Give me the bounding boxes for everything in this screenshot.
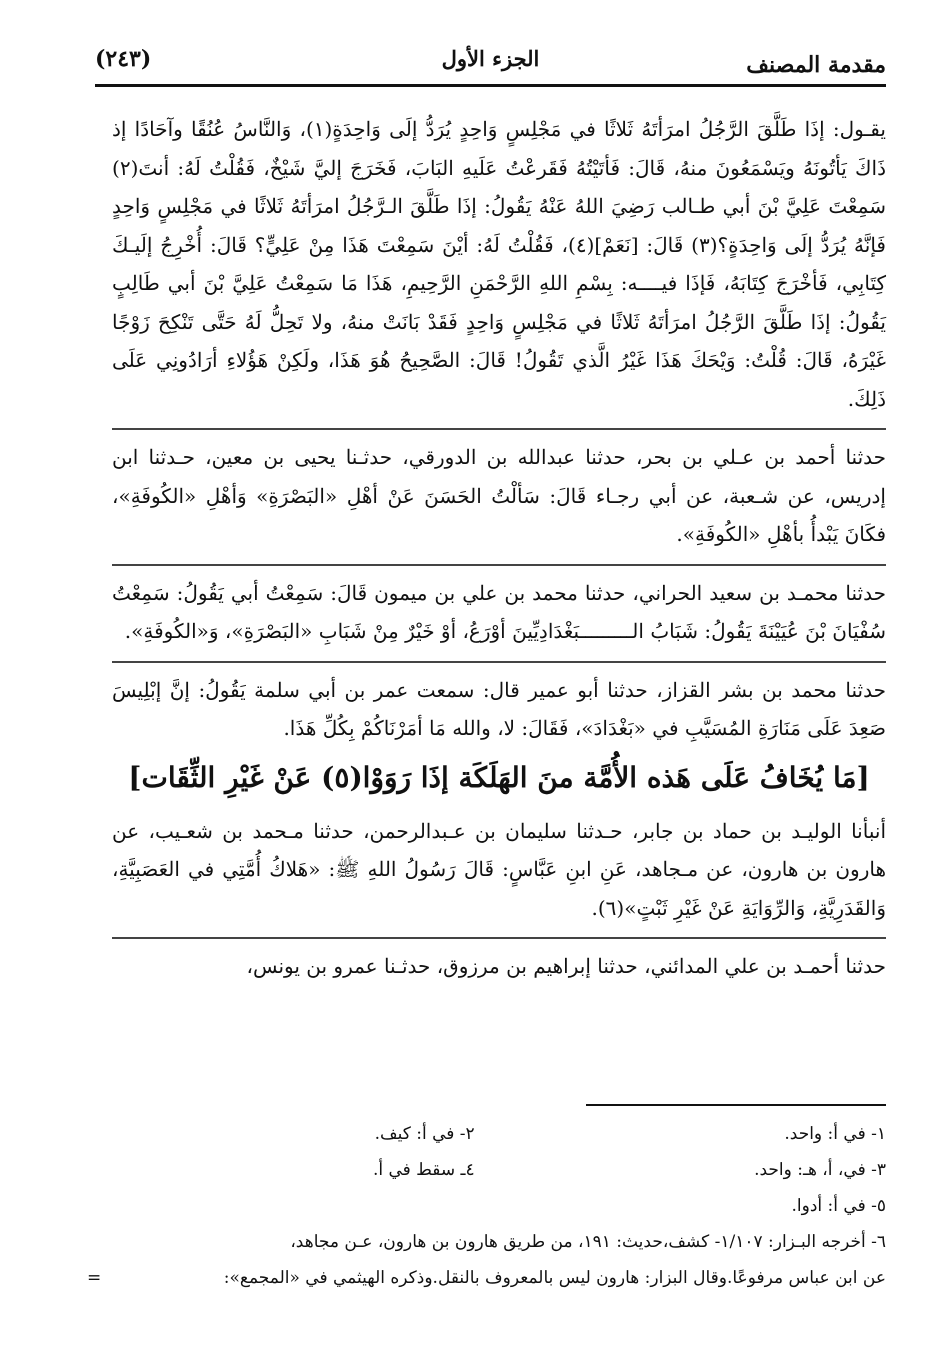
footnote-row xyxy=(95,1152,886,1188)
footnote-6-line-2 xyxy=(87,1260,886,1296)
section-heading: [مَا يُخَافُ عَلَى هَذه الأُمَّة منَ الهَلَكَة إذَا رَوَوْا(٥) عَنْ غَيْرِ الثِّقَات] xyxy=(128,760,870,794)
paragraph-6: حدثنا أحمـد بن علي المدائني، حدثنا إبراهيم بن مرزوق، حدثـنا عمرو بن يونس، xyxy=(246,954,886,978)
section-title: مقدمة المصنف xyxy=(746,52,886,78)
footnote-4: ٤ـ سقط في أ. xyxy=(372,1160,475,1180)
footnote-1: ١- في أ: واحد. xyxy=(784,1124,886,1144)
volume-title: الجزء الأول xyxy=(441,46,540,71)
divider xyxy=(112,937,886,939)
divider xyxy=(112,661,886,663)
page-header xyxy=(95,40,886,87)
divider xyxy=(112,428,886,430)
footnote-2: ٢- في أ: كيف. xyxy=(374,1124,475,1144)
paragraph-3: حدثنا محمـد بن سعيد الحراني، حدثنا محمد بن علي بن ميمون قَالَ: سَمِعْتُ أبي يَقُولُ: سَمِعْتُ سُفْيَانَ بْنَ عُيَيْنَةَ يَقُولُ: شَبَابُ الـــــــــبَغْدَادِيِّينَ أوْرَعُ، أوْ خَيْرٌ مِنْ شَبَابِ «البَصْرَةِ»، وَ«الكُوفَةِ». xyxy=(112,580,886,643)
page-number: (٢٤٣) xyxy=(95,46,152,72)
footnote-row xyxy=(95,1116,886,1152)
footnote-5: ٥- في أ: أدوا. xyxy=(791,1196,886,1216)
footnote-separator xyxy=(586,1104,886,1106)
footnote-3: ٣- في، أ، هـ: واحد. xyxy=(754,1160,886,1180)
paragraph-2: حدثنا أحمد بن عـلي بن بحر، حدثنا عبدالله بن الدورقي، حدثـنا يحيى بن معين، حـدثنا ابن إدريس، عن شـعبة، عن أبي رجـاء قَالَ: سَألْتُ الحَسَنَ عَنْ أهْلِ «البَصْرَةِ» وَأهْلِ «الكُوفَةِ»، فكَانَ يَبْدأُ بأهْلِ «الكُوفَةِ». xyxy=(112,445,886,546)
divider xyxy=(112,564,886,566)
paragraph-5: أنبأنا الوليـد بن حماد بن جابر، حـدثنا سليمان بن عـبدالرحمن، حدثنا مـحمد بن شعـيب، عن هارون بن هارون، عن مـجاهد، عَنِ ابنِ عَبَّاسٍ: قَالَ رَسُولُ اللهِ ﷺ: «هَلاكُ أُمَّتِي في العَصَبِيَّةِ، وَالقَدَرِيَّةِ، وَالرِّوَايَةِ عَنْ غَيْرِ ثَبْتٍ»(٦). xyxy=(112,818,886,920)
footnote-6-line-1: ٦- أخرجه البـزار: ١/١٠٧- كشف،حديث: ١٩١، من طريق هارون بن هارون، عـن مجاهد، xyxy=(290,1232,886,1252)
footnotes xyxy=(87,1116,886,1296)
paragraph-1: يقـول: إذَا طَلَّقَ الرَّجُلُ امرَأتَهُ ثَلاثًا في مَجْلِسٍ وَاحِدٍ يُرَدُّ إلَى وَاحِدَةٍ(١)، وَالنَّاسُ عُنُقًا وآحَادًا إذ ذَاكَ يَأتُونَهُ ويَسْمَعُونَ منهُ، قَالَ: فَأتَيْتُهُ فَقَرعْتُ عَلَيهِ البَابَ، فَخَرَجَ إليَّ شَيْخٌ، فَقُلْتُ لَهُ: أنتَ(٢) سَمِعْتَ عَلِيَّ بْنَ أبي طـالب رَضِيَ اللهُ عَنْهُ يَقُولُ: إذَا طَلَّقَ الـرَّجُلُ امرَأتَهُ ثَلاثًا في مَجْلِسٍ وَاحِدٍ فَإنَّهُ يُرَدُّ إلَى وَاحِدَةٍ؟(٣) قَالَ: [نَعَمْ](٤)، فَقُلْتُ لَهُ: أيْنَ سَمِعْتَ هَذَا مِنْ عَلِيٍّ؟ قَالَ: أُخْرِجُ إلَيـكَ كِتَابِي، فَأخْرَجَ كِتَابَهُ، فَإذَا فيــــه: بِسْمِ اللهِ الرَّحْمَنِ الرَّحِيمِ، هَذَا مَا سَمِعْتُ عَلِيَّ بْنَ أبي طَالِبٍ يَقُولُ: إذَا طَلَّقَ الرَّجُلُ امرَأتَهُ ثَلاثًا في مَجْلِسٍ وَاحِدٍ فَقَدْ بَانَتْ منهُ، ولا تَحِلُّ لَهُ حَتَّى تَنْكِحَ زَوْجًا غَيْرَهُ، قَالَ: قُلْتُ: وَيْحَكَ هَذَا غَيْرُ الَّذي تَقُولُ! قَالَ: الصَّحِيحُ هُوَ هَذَا، ولَكِنْ هَؤُلاءِ أرَادُونِي عَلَى ذَلِكَ. xyxy=(112,117,887,411)
main-text xyxy=(112,110,886,986)
footnote-6-text: عن ابن عباس مرفوعًا.وقال البزار: هارون ليس بالمعروف بالنقل.وذكره الهيثمي في «المجمع»: xyxy=(223,1268,886,1288)
continuation-mark: = xyxy=(87,1268,102,1288)
paragraph-4: حدثنا محمد بن بشر القزاز، حدثنا أبو عمير قال: سمعت عمر بن أبي سلمة يَقُولُ: إنَّ إبْلِيسَ صَعِدَ عَلَى مَنَارَةِ المُسَيَّبِ في «بَغْدَادَ»، فَقَالَ: لا، والله مَا أمَرْنَاكُمْ بِكُلِّ هَذَا. xyxy=(112,677,886,740)
